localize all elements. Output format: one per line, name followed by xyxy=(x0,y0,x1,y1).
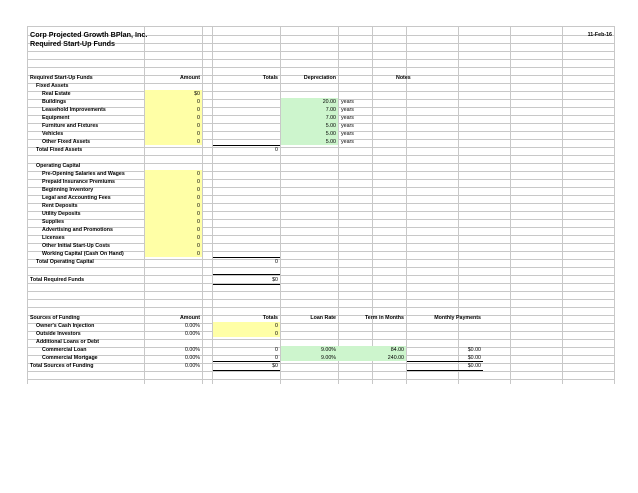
operating-capital-item-amount[interactable]: 0 xyxy=(197,211,200,217)
operating-capital-item-amount[interactable]: 0 xyxy=(197,227,200,233)
grid-row-line xyxy=(28,83,615,84)
required-funds-header: Required Start-Up Funds xyxy=(30,75,93,81)
loan-rate[interactable]: 9.00% xyxy=(320,355,336,361)
operating-capital-item-label: Licenses xyxy=(42,235,65,241)
operating-capital-item-amount[interactable]: 0 xyxy=(197,171,200,177)
grid-row-line xyxy=(28,179,615,180)
grid-row-line xyxy=(28,323,615,324)
monthly-payments-header: Monthly Payments xyxy=(434,315,481,321)
outside-investors-label: Outside Investors xyxy=(36,331,81,337)
notes-column-header: Notes xyxy=(396,75,411,81)
depreciation-unit: years xyxy=(341,107,354,113)
fixed-asset-amount[interactable]: 0 xyxy=(197,107,200,113)
grid-row-line xyxy=(28,371,615,372)
grid-row-line xyxy=(28,275,615,276)
loan-amount: 0.00% xyxy=(184,355,200,361)
fixed-asset-amount[interactable]: 0 xyxy=(197,131,200,137)
operating-capital-item-amount[interactable]: 0 xyxy=(197,187,200,193)
total-sources-value: $0 xyxy=(272,363,278,369)
fixed-asset-amount[interactable]: 0 xyxy=(197,123,200,129)
grid-row-line xyxy=(28,243,615,244)
total-required-underline-bottom xyxy=(213,284,280,285)
loan-label: Commercial Mortgage xyxy=(42,355,98,361)
total-sources-amount: 0.00% xyxy=(184,363,200,369)
totals-column-header: Totals xyxy=(262,75,278,81)
operating-capital-label: Operating Capital xyxy=(36,163,81,169)
fixed-asset-depreciation[interactable]: 5.00 xyxy=(325,131,336,137)
operating-capital-item-amount[interactable]: 0 xyxy=(197,203,200,209)
grid-row-line xyxy=(28,51,615,52)
operating-capital-item-amount[interactable]: 0 xyxy=(197,243,200,249)
additional-loans-label: Additional Loans or Debt xyxy=(36,339,99,345)
operating-capital-item-label: Working Capital (Cash On Hand) xyxy=(42,251,124,257)
depreciation-unit: years xyxy=(341,99,354,105)
amount-column-header: Amount xyxy=(179,75,200,81)
loan-label: Commercial Loan xyxy=(42,347,87,353)
fixed-asset-depreciation[interactable]: 5.00 xyxy=(325,123,336,129)
operating-capital-item-label: Pre-Opening Salaries and Wages xyxy=(42,171,125,177)
grid-row-line xyxy=(28,379,615,380)
operating-capital-item-label: Prepaid Insurance Premiums xyxy=(42,179,116,185)
grid-row-line xyxy=(28,163,615,164)
depreciation-unit: years xyxy=(341,123,354,129)
owners-cash-total[interactable]: 0 xyxy=(275,323,278,329)
total-required-funds-label: Total Required Funds xyxy=(30,277,85,283)
grid-row-line xyxy=(28,267,615,268)
grid-row-line xyxy=(28,339,615,340)
grid-row-line xyxy=(28,219,615,220)
grid-row-line xyxy=(28,211,615,212)
loan-total: 0 xyxy=(275,347,278,353)
loan-rate-header: Loan Rate xyxy=(310,315,336,321)
fixed-asset-label: Buildings xyxy=(42,99,67,105)
grid-row-line xyxy=(28,363,615,364)
operating-capital-item-label: Rent Deposits xyxy=(42,203,78,209)
operating-capital-item-label: Supplies xyxy=(42,219,65,225)
report-subtitle: Required Start-Up Funds xyxy=(30,39,116,48)
fixed-asset-amount[interactable]: $0 xyxy=(194,91,200,97)
grid-row-line xyxy=(28,291,615,292)
fixed-asset-amount[interactable]: 0 xyxy=(197,139,200,145)
owners-cash-label: Owner's Cash Injection xyxy=(36,323,95,329)
total-operating-capital-label: Total Operating Capital xyxy=(36,259,94,265)
grid-row-line xyxy=(28,259,615,260)
operating-capital-item-label: Utility Deposits xyxy=(42,211,81,217)
sources-amount-header: Amount xyxy=(179,315,200,321)
fixed-asset-label: Other Fixed Assets xyxy=(42,139,91,145)
total-required-underline-top xyxy=(213,274,280,275)
sources-of-funding-header: Sources of Funding xyxy=(30,315,80,321)
operating-capital-item-amount[interactable]: 0 xyxy=(197,179,200,185)
operating-capital-item-label: Legal and Accounting Fees xyxy=(42,195,111,201)
report-date: 11-Feb-16 xyxy=(587,32,612,38)
operating-capital-item-amount[interactable]: 0 xyxy=(197,195,200,201)
grid-row-line xyxy=(28,307,615,308)
loan-rate[interactable]: 9.00% xyxy=(320,347,336,353)
fixed-asset-depreciation[interactable]: 7.00 xyxy=(325,107,336,113)
loan-total: 0 xyxy=(275,355,278,361)
grid-row-line xyxy=(28,331,615,332)
operating-capital-item-amount[interactable]: 0 xyxy=(197,251,200,257)
grid-row-line xyxy=(28,155,615,156)
operating-capital-item-amount[interactable]: 0 xyxy=(197,219,200,225)
grid-row-line xyxy=(28,195,615,196)
grid-row-line xyxy=(28,283,615,284)
fixed-asset-label: Vehicles xyxy=(42,131,64,137)
total-operating-capital-value: 0 xyxy=(275,259,278,265)
operating-capital-item-amount[interactable]: 0 xyxy=(197,235,200,241)
total-fixed-assets-value: 0 xyxy=(275,147,278,153)
grid-row-line xyxy=(28,299,615,300)
total-monthly-payments: $0.00 xyxy=(467,363,481,369)
grid-row-line xyxy=(28,203,615,204)
depreciation-unit: years xyxy=(341,115,354,121)
operating-capital-item-label: Advertising and Promotions xyxy=(42,227,113,233)
fixed-asset-depreciation[interactable] xyxy=(281,90,336,98)
loan-monthly-payment: $0.00 xyxy=(467,355,481,361)
depreciation-unit: years xyxy=(341,139,354,145)
payments-total-bottom-line xyxy=(407,370,483,371)
spreadsheet-grid xyxy=(27,26,615,384)
term-in-months-header: Term in Months xyxy=(364,315,404,321)
owners-cash-amount: 0.00% xyxy=(184,323,200,329)
fixed-asset-amount[interactable]: 0 xyxy=(197,115,200,121)
fixed-asset-label: Leasehold Improvements xyxy=(42,107,106,113)
outside-investors-amount: 0.00% xyxy=(184,331,200,337)
company-title: Corp Projected Growth BPlan, Inc. xyxy=(30,30,148,39)
fixed-asset-label: Furniture and Fixtures xyxy=(42,123,99,129)
grid-row-line xyxy=(28,43,615,44)
sources-totals-header: Totals xyxy=(262,315,278,321)
total-fixed-assets-label: Total Fixed Assets xyxy=(36,147,83,153)
fixed-asset-depreciation[interactable]: 20.00 xyxy=(322,99,336,105)
sources-total-bottom-line xyxy=(213,370,280,371)
grid-row-line xyxy=(28,235,615,236)
operating-capital-item-label: Other Initial Start-Up Costs xyxy=(42,243,110,249)
grid-row-line xyxy=(28,59,615,60)
fixed-asset-label: Real Estate xyxy=(42,91,71,97)
total-required-funds-value: $0 xyxy=(272,277,278,283)
loan-term[interactable]: 240.00 xyxy=(387,355,404,361)
grid-row-line xyxy=(28,67,615,68)
grid-row-line xyxy=(28,227,615,228)
loan-amount: 0.00% xyxy=(184,347,200,353)
depreciation-column-header: Depreciation xyxy=(303,75,336,81)
grid-row-line xyxy=(28,147,615,148)
fixed-asset-label: Equipment xyxy=(42,115,70,121)
fixed-asset-depreciation[interactable]: 7.00 xyxy=(325,115,336,121)
fixed-asset-depreciation[interactable]: 5.00 xyxy=(325,139,336,145)
loan-term[interactable]: 84.00 xyxy=(390,347,404,353)
outside-investors-total[interactable]: 0 xyxy=(275,331,278,337)
depreciation-unit: years xyxy=(341,131,354,137)
operating-capital-item-label: Beginning Inventory xyxy=(42,187,94,193)
fixed-asset-amount[interactable]: 0 xyxy=(197,99,200,105)
grid-row-line xyxy=(28,187,615,188)
fixed-assets-label: Fixed Assets xyxy=(36,83,69,89)
total-sources-label: Total Sources of Funding xyxy=(30,363,94,369)
loan-monthly-payment: $0.00 xyxy=(467,347,481,353)
